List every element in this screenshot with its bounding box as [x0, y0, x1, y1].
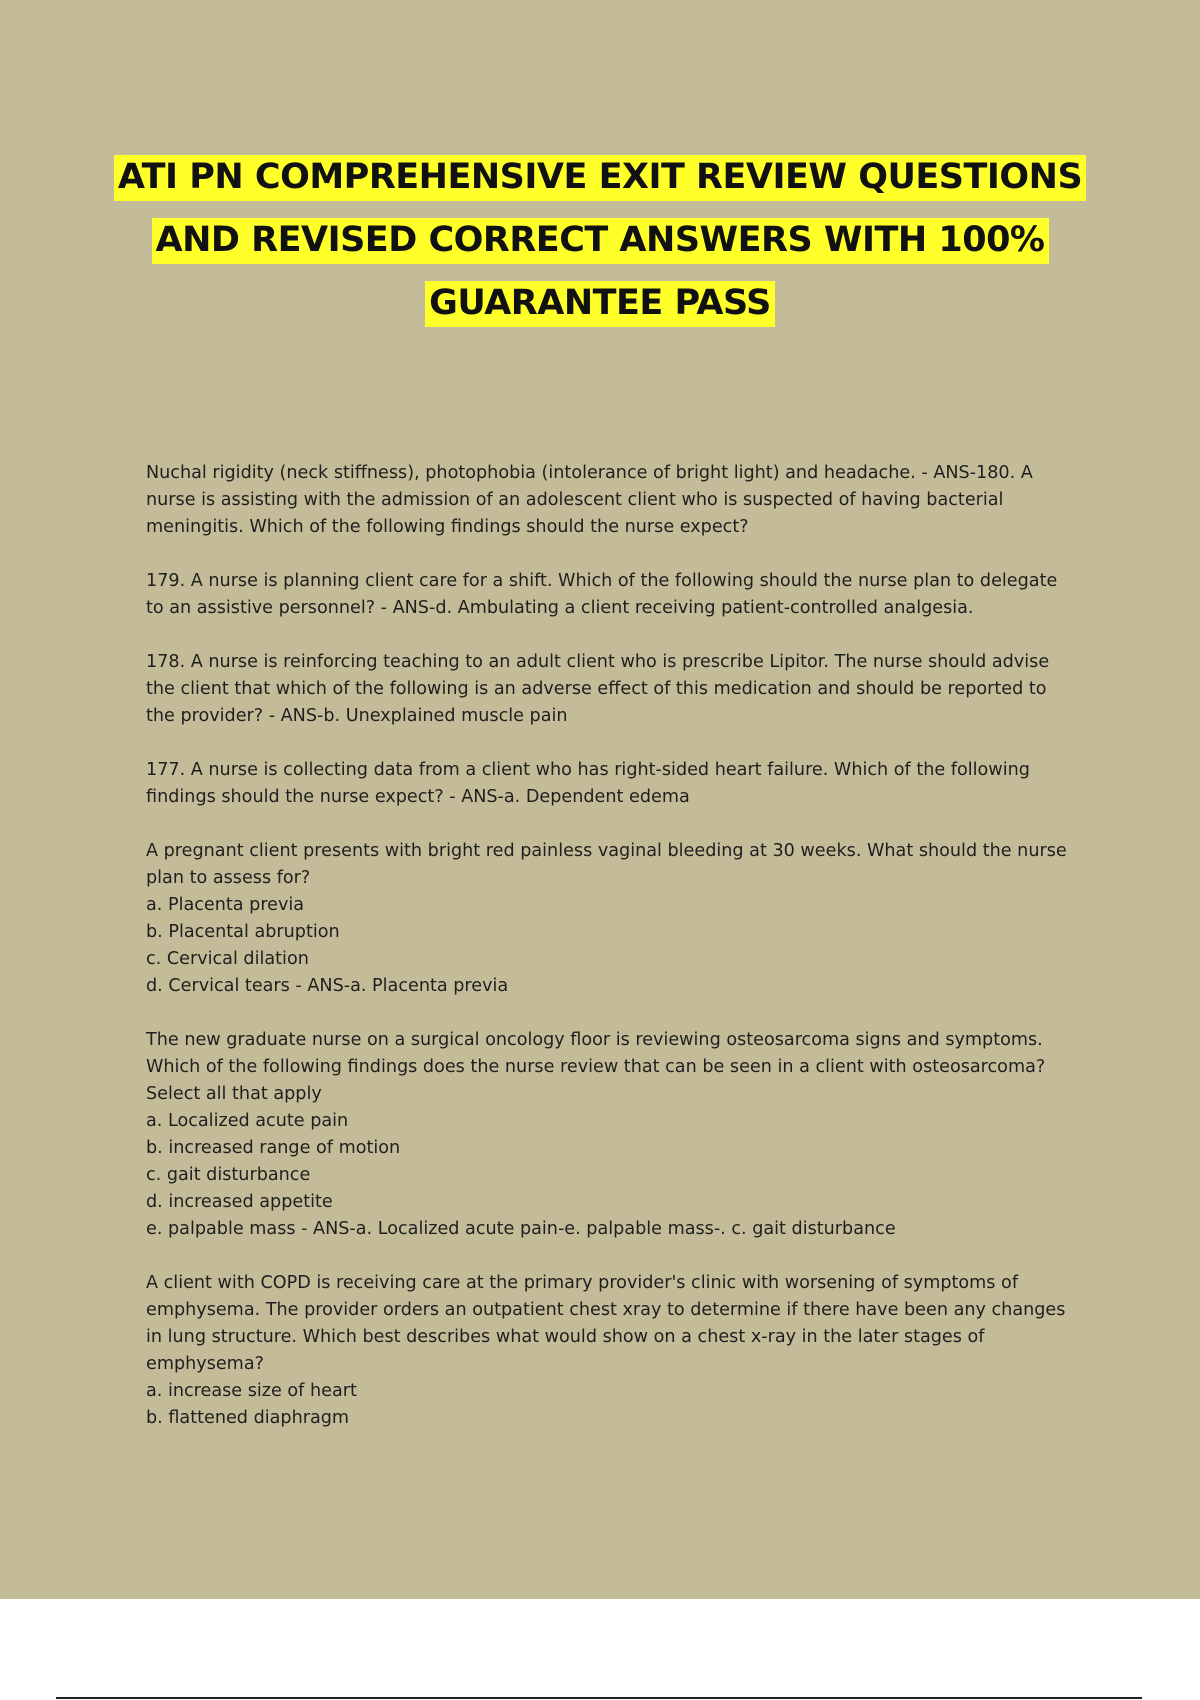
text-line: plan to assess for?	[146, 868, 311, 888]
footer-divider	[56, 1697, 1142, 1699]
answer-option: e. palpable mass - ANS-a. Localized acute pain-e. palpable mass-. c. gait disturbance	[146, 1219, 896, 1239]
answer-option: d. increased appetite	[146, 1192, 333, 1212]
text-line: nurse is assisting with the admission of an adolescent client who is suspected of having bacterial	[146, 490, 1004, 510]
title-line-3: GUARANTEE PASS	[425, 281, 775, 327]
question-copd	[146, 1270, 1086, 1432]
text-line: in lung structure. Which best describes what would show on a chest x-ray in the later stages of	[146, 1327, 985, 1347]
title-line-1: ATI PN COMPREHENSIVE EXIT REVIEW QUESTIONS	[114, 155, 1086, 201]
text-line: 178. A nurse is reinforcing teaching to an adult client who is prescribe Lipitor. The nurse should advise	[146, 652, 1050, 672]
question-list	[146, 460, 1086, 1459]
answer-option: a. Placenta previa	[146, 895, 305, 915]
text-line: emphysema?	[146, 1354, 264, 1374]
answer-option: d. Cervical tears - ANS-a. Placenta previa	[146, 976, 509, 996]
question-180	[146, 460, 1086, 541]
text-line: to an assistive personnel? - ANS-d. Ambulating a client receiving patient-controlled analgesia.	[146, 598, 974, 618]
text-line: 177. A nurse is collecting data from a client who has right-sided heart failure. Which of the following	[146, 760, 1030, 780]
answer-option: a. Localized acute pain	[146, 1111, 349, 1131]
text-line: findings should the nurse expect? - ANS-a. Dependent edema	[146, 787, 690, 807]
text-line: A client with COPD is receiving care at the primary provider's clinic with worsening of symptoms of	[146, 1273, 1019, 1293]
question-179	[146, 568, 1086, 622]
text-line: A pregnant client presents with bright red painless vaginal bleeding at 30 weeks. What should the nurse	[146, 841, 1067, 861]
text-line: the provider? - ANS-b. Unexplained muscle pain	[146, 706, 568, 726]
answer-option: b. flattened diaphragm	[146, 1408, 350, 1428]
answer-option: b. increased range of motion	[146, 1138, 401, 1158]
question-placenta-previa	[146, 838, 1086, 1000]
text-line: Which of the following findings does the nurse review that can be seen in a client with osteosarcoma?	[146, 1057, 1046, 1077]
text-line: emphysema. The provider orders an outpatient chest xray to determine if there have been any changes	[146, 1300, 1066, 1320]
question-178	[146, 649, 1086, 730]
text-line: Select all that apply	[146, 1084, 322, 1104]
title-line-2: AND REVISED CORRECT ANSWERS WITH 100%	[152, 218, 1049, 264]
text-line: the client that which of the following is an adverse effect of this medication and should be reported to	[146, 679, 1047, 699]
text-line: 179. A nurse is planning client care for a shift. Which of the following should the nurse plan to delegate	[146, 571, 1058, 591]
text-line: The new graduate nurse on a surgical oncology floor is reviewing osteosarcoma signs and symptoms.	[146, 1030, 1043, 1050]
answer-option: b. Placental abruption	[146, 922, 340, 942]
question-177	[146, 757, 1086, 811]
document-title	[100, 146, 1100, 335]
answer-option: a. increase size of heart	[146, 1381, 357, 1401]
text-line: meningitis. Which of the following findings should the nurse expect?	[146, 517, 749, 537]
text-line: Nuchal rigidity (neck stiffness), photophobia (intolerance of bright light) and headache. - ANS-180. A	[146, 463, 1033, 483]
answer-option: c. Cervical dilation	[146, 949, 309, 969]
answer-option: c. gait disturbance	[146, 1165, 311, 1185]
question-osteosarcoma	[146, 1027, 1086, 1243]
